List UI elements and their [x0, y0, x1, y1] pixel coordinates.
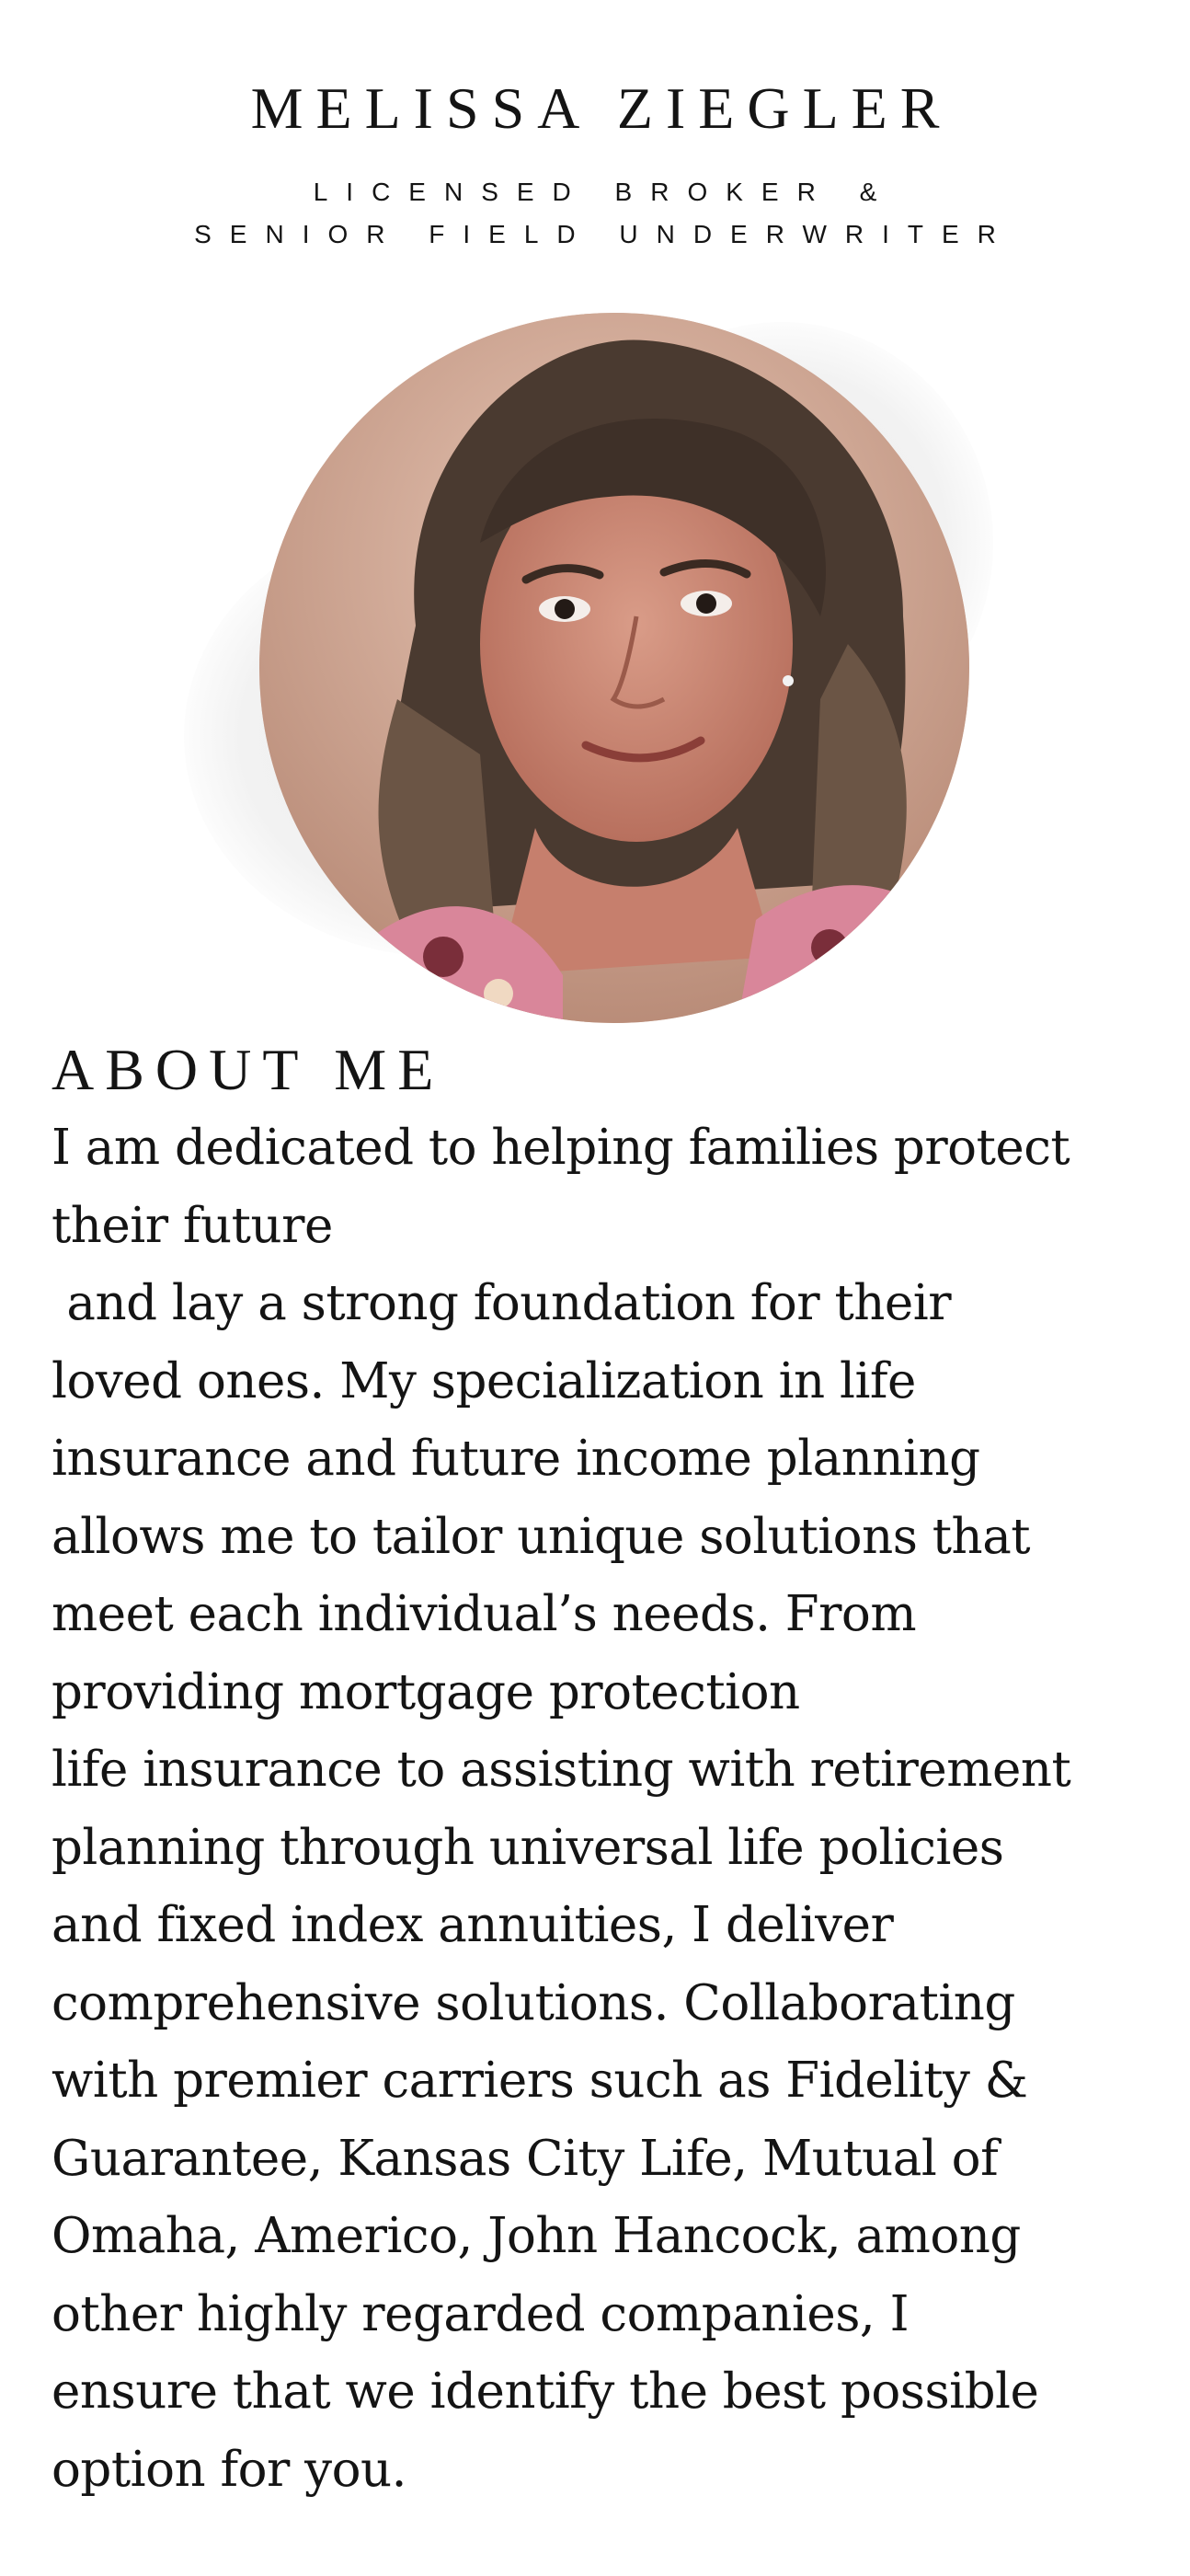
about-line: life insurance to assisting with retirement	[51, 1742, 1071, 1798]
tagline-line-1: LICENSED BROKER &	[313, 178, 896, 206]
about-line: option for you.	[51, 2441, 407, 2498]
agent-tagline	[0, 171, 1190, 256]
about-line: ensure that we identify the best possible	[51, 2363, 1039, 2420]
agent-name: MELISSA ZIEGLER	[250, 75, 953, 141]
about-paragraph	[51, 1110, 1155, 2509]
profile-photo	[259, 313, 969, 1023]
about-line: providing mortgage protection	[51, 1663, 800, 1720]
about-line: planning through universal life policies	[51, 1819, 1004, 1876]
about-line: their future	[51, 1197, 333, 1254]
about-heading: ABOUT ME	[51, 1037, 445, 1102]
about-line: comprehensive solutions. Collaborating	[51, 1974, 1015, 2031]
portrait-photo-icon	[259, 313, 969, 1023]
about-line: Guarantee, Kansas City Life, Mutual of	[51, 2130, 999, 2187]
about-line: other highly regarded companies, I	[51, 2285, 910, 2342]
about-section	[51, 1030, 1155, 2509]
about-line: allows me to tailor unique solutions that	[51, 1508, 1031, 1565]
about-line: insurance and future income planning	[51, 1431, 980, 1487]
about-line: Omaha, Americo, John Hancock, among	[51, 2208, 1021, 2264]
profile-photo-area	[184, 313, 993, 1049]
about-line: I am dedicated to helping families protect	[51, 1120, 1070, 1176]
about-line: loved ones. My specialization in life	[51, 1352, 916, 1409]
about-line: and fixed index annuities, I deliver	[51, 1897, 894, 1953]
about-line: with premier carriers such as Fidelity &	[51, 2053, 1028, 2109]
about-line: and lay a strong foundation for their	[51, 1275, 952, 1331]
tagline-line-2: SENIOR FIELD UNDERWRITER	[194, 220, 1014, 248]
about-line: meet each individual’s needs. From	[51, 1586, 917, 1642]
header	[0, 72, 1190, 256]
